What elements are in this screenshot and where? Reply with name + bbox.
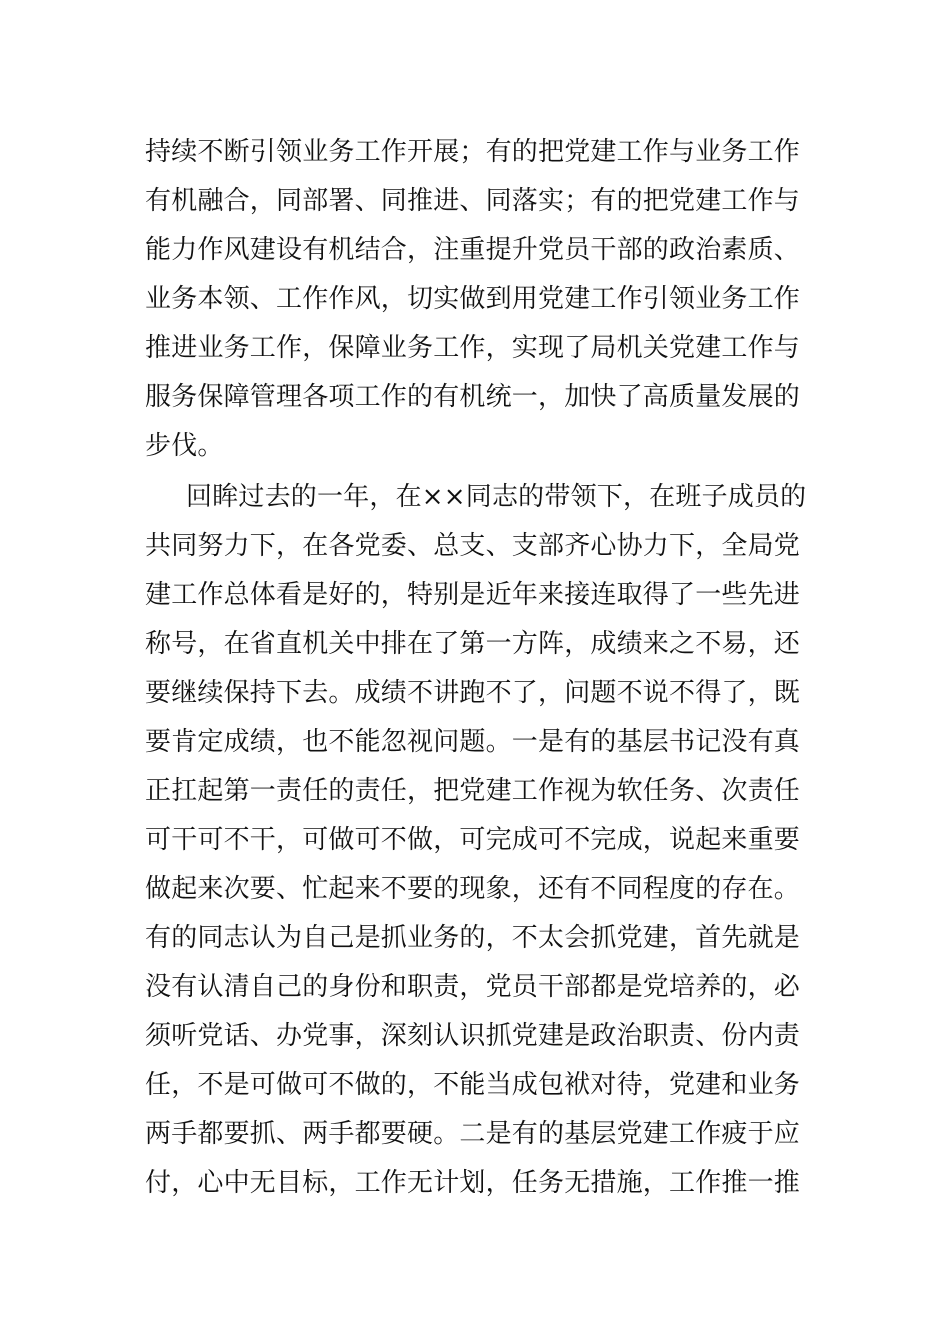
paragraph-2-line-11: 没有认清自己的身份和职责，党员干部都是党培养的，必 [145, 972, 801, 1002]
paragraph-2-line-7: 正扛起第一责任的责任，把党建工作视为软任务、次责任 [145, 776, 801, 806]
paragraph-2-line-13: 任，不是可做可不做的，不能当成包袱对待，党建和业务 [145, 1070, 801, 1100]
paragraph-2-line-2: 共同努力下，在各党委、总支、支部齐心协力下，全局党 [145, 531, 801, 561]
paragraph-1-line-5: 推进业务工作，保障业务工作，实现了局机关党建工作与 [145, 333, 801, 363]
paragraph-2-line-9: 做起来次要、忙起来不要的现象，还有不同程度的存在。 [145, 874, 801, 904]
paragraph-2-line-8: 可干可不干，可做可不做，可完成可不完成，说起来重要 [145, 825, 801, 855]
paragraph-1-line-1: 持续不断引领业务工作开展；有的把党建工作与业务工作 [145, 137, 801, 167]
paragraph-2-line-5: 要继续保持下去。成绩不讲跑不了，问题不说不得了，既 [145, 678, 801, 708]
paragraph-1-line-4: 业务本领、工作作风，切实做到用党建工作引领业务工作 [145, 284, 801, 314]
paragraph-2-line-6: 要肯定成绩，也不能忽视问题。一是有的基层书记没有真 [145, 727, 801, 757]
paragraph-1-line-7: 步伐。 [145, 431, 224, 461]
paragraph-2-line-14: 两手都要抓、两手都要硬。二是有的基层党建工作疲于应 [145, 1119, 801, 1149]
paragraph-2-line-3: 建工作总体看是好的，特别是近年来接连取得了一些先进 [145, 580, 801, 610]
paragraph-2-line-10: 有的同志认为自己是抓业务的，不太会抓党建，首先就是 [145, 923, 801, 953]
paragraph-2-line-4: 称号，在省直机关中排在了第一方阵，成绩来之不易，还 [145, 629, 801, 659]
paragraph-2-line-12: 须听党话、办党事，深刻认识抓党建是政治职责、份内责 [145, 1021, 801, 1051]
paragraph-2-line-15: 付，心中无目标，工作无计划，任务无措施，工作推一推 [145, 1168, 801, 1198]
paragraph-1-line-6: 服务保障管理各项工作的有机统一，加快了高质量发展的 [145, 382, 801, 412]
paragraph-1-line-3: 能力作风建设有机结合，注重提升党员干部的政治素质、 [145, 235, 801, 265]
paragraph-2-line-1: 回眸过去的一年，在××同志的带领下，在班子成员的 [186, 482, 807, 512]
paragraph-1-line-2: 有机融合，同部署、同推进、同落实；有的把党建工作与 [145, 186, 801, 216]
